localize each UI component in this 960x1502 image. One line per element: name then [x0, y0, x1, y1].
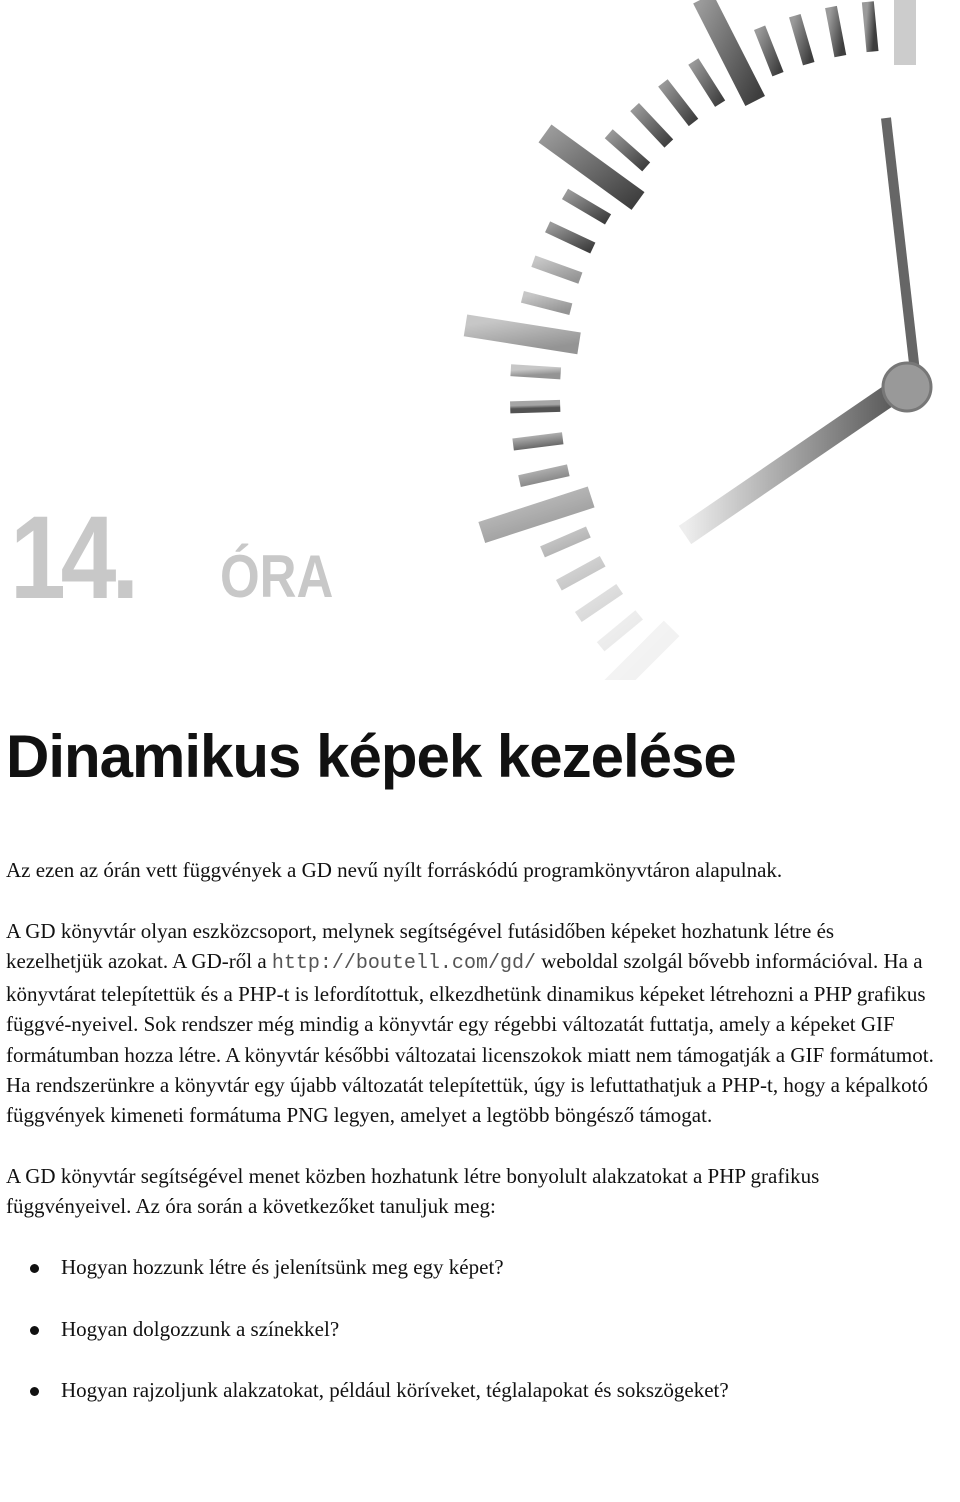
clock-tick — [482, 497, 591, 533]
chapter-label — [10, 490, 334, 626]
clock-tick — [520, 470, 569, 481]
clock-tick — [513, 438, 563, 444]
clock-tick — [635, 107, 669, 143]
list-item: Hogyan dolgozzunk a színekkel? — [6, 1314, 936, 1344]
hour-hand — [685, 388, 900, 535]
clock-tick — [533, 261, 580, 278]
clock-tick — [559, 561, 603, 585]
clock-tick — [542, 532, 588, 552]
clock-tick — [795, 16, 809, 64]
clock-tick — [522, 297, 570, 309]
clock-tick — [548, 227, 593, 248]
paragraph-text: A GD könyvtár olyan eszközcsoport, melynek segítségével futásidőben képeket hozhatunk létre és kezelhetjük azokat. A GD-ről a — [6, 918, 835, 973]
clock-tick — [609, 134, 647, 167]
list-item: Hogyan hozzunk létre és jelenítsünk meg egy képet? — [6, 1252, 936, 1282]
clock-tick — [663, 83, 694, 123]
paragraph-overview: A GD könyvtár segítségével menet közben hozhatunk létre bonyolult alakzatokat a PHP grafikus függvényeivel. Az óra során a következőket tanuljuk meg: — [6, 1163, 820, 1219]
paragraph-intro: Az ezen az órán vett függvények a GD nevű nyílt forráskódú programkönyvtáron alapulnak. — [6, 858, 783, 882]
clock-tick — [510, 406, 560, 408]
clock-tick — [693, 61, 720, 103]
paragraph-gd — [6, 916, 936, 1131]
minute-hand — [886, 118, 915, 372]
clock-tick — [831, 7, 840, 56]
clock-ticks — [465, 0, 905, 680]
chapter-word: ÓRA — [220, 543, 334, 610]
clock-tick — [465, 325, 579, 343]
list-item: Hogyan rajzoljunk alakzatokat, például köríveket, téglalapokat és sokszögeket? — [6, 1375, 936, 1405]
body-text — [6, 855, 936, 1437]
topic-list — [6, 1252, 936, 1406]
clock-tick — [565, 194, 608, 219]
clock-tick — [868, 2, 873, 52]
clock-center — [883, 363, 931, 411]
url-link[interactable]: http://boutell.com/gd/ — [271, 951, 536, 975]
clock-tick — [590, 628, 671, 680]
chapter-number: 14. — [10, 492, 135, 624]
clock-tick — [578, 589, 619, 617]
clock-tick — [511, 370, 561, 373]
clock-tick — [601, 615, 640, 647]
paragraph-text: weboldal szolgál bővebb információval. Ha a könyvtárat telepítettük és a PHP-t is lefordítottuk, elkezdhetünk dinamikus képeket létrehozni a PHP grafikus függvé-nyeivel. Sok rendszer még mindig a könyvtár egy régebbi változatát futtatja, amely a képeket GIF formátumban hozza létre. A könyvtár későbbi változatai licenszokok miatt nem támogatják a GIF formátumot. Ha rendszerünkre a könyvtár egy újabb változatát telepítettük, úgy is lefuttathatjuk a PHP-t, hogy a képalkotó függvények kimeneti formátuma PNG legyen, amelyet a legtöbb böngésző támogat. — [6, 948, 934, 1128]
page-title: Dinamikus képek kezelése — [6, 723, 736, 790]
clock-tick — [760, 28, 778, 74]
